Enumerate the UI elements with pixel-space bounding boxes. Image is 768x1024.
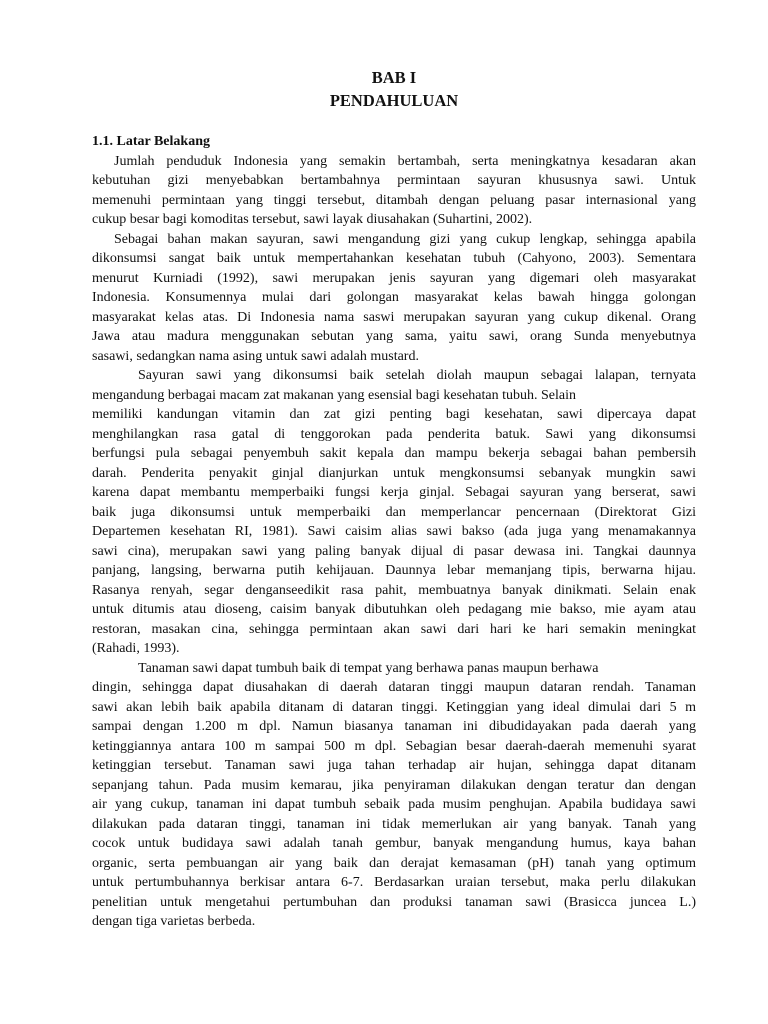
chapter-title: PENDAHULUAN: [329, 91, 459, 110]
text-line: kebutuhan gizi menyebabkan bertambahnya permintaan sayuran khususnya sawi. Untuk: [92, 173, 696, 188]
text-line: sepanjang tahun. Pada musim kemarau, jika penyiraman dilakukan dengan teratur dan dengan: [92, 777, 696, 793]
text-line: sawi akan lebih baik apabila ditanam di dataran tinggi. Ketinggian yang ideal dimulai dari 5 m: [92, 699, 696, 715]
text-line: Indonesia. Konsumennya mulai dari golongan masyarakat kelas bawah hingga golongan: [92, 290, 696, 305]
text-line: Rasanya renyah, segar denganseedikit rasa pahit, membuatnya banyak dinikmati. Selain enak: [92, 582, 696, 598]
text-line: cukup besar bagi komoditas tersebut, sawi layak diusahakan (Suhartini, 2002).: [92, 212, 533, 227]
chapter-header: [92, 66, 696, 112]
text-line: menghilangkan rasa gatal di tenggorokan pada penderita batuk. Sawi yang dikonsumsi: [92, 426, 696, 442]
text-line: karena dapat membantu memperbaiki fungsi kerja ginjal. Sebagai sayuran yang berserat, sawi: [92, 485, 696, 500]
text-line: sampai dengan 1.200 m dpl. Namun biasanya tanaman ini dibudidayakan pada daerah yang: [92, 719, 696, 734]
text-line: dingin, sehingga dapat diusahakan di daerah dataran tinggi maupun dataran rendah. Tanaman: [92, 680, 696, 695]
text-line: dilakukan pada dataran tinggi, tanaman ini tidak memerlukan air yang banyak. Tanah yang: [92, 816, 696, 832]
text-line: Jawa atau madura menggunakan sebutan yang sama, yaitu sawi, orang Sunda menyebutnya: [92, 329, 696, 344]
text-line: ketinggiannya antara 100 m sampai 500 m dpl. Sebagian besar daerah-daerah memenuhi syarat: [92, 738, 696, 754]
text-line: dikonsumsi sangat baik untuk mempertahankan kesehatan tubuh (Cahyono, 2003). Sementara: [92, 251, 696, 266]
text-line: sawi cina), merupakan sawi yang paling banyak dijual di pasar dewasa ini. Tangkai daunnya: [92, 543, 696, 559]
text-line: penelitian untuk mengetahui pertumbuhan dan produksi tanaman sawi (Brasicca juncea L.): [92, 894, 696, 910]
text-line: menurut Kurniadi (1992), sawi merupakan jenis sayuran yang digemari oleh masyarakat: [92, 270, 696, 286]
body-text: [92, 152, 696, 932]
document-page: [92, 66, 696, 932]
text-line: panjang, langsing, berwarna putih kehijauan. Daunnya lebar memanjang tipis, berwarna hijau.: [92, 563, 696, 578]
text-line: darah. Penderita penyakit ginjal dianjurkan untuk mengkonsumsi sebanyak mungkin sawi: [92, 465, 696, 481]
text-line: untuk ditumis atau dioseng, caisim banyak dibutuhkan oleh pedagang mie bakso, mie ayam atau: [92, 602, 696, 617]
text-line: Departemen kesehatan RI, 1981). Sawi caisim alias sawi bakso (ada juga yang menamakannya: [92, 524, 696, 539]
text-line: dengan tiga varietas berbeda.: [92, 914, 256, 929]
text-line: memenuhi permintaan yang tinggi tersebut, ditambah dengan peluang pasar internasional yang: [92, 192, 696, 208]
text-line: berfungsi pula sebagai penyembuh sakit kepala dan mampu bekerja sebagai bahan pembersih: [92, 446, 696, 461]
text-line: sasawi, sedangkan nama asing untuk sawi adalah mustard.: [92, 348, 419, 364]
text-line: Tanaman sawi dapat tumbuh baik di tempat yang berhawa panas maupun berhawa: [138, 660, 599, 676]
text-line: memiliki kandungan vitamin dan zat gizi penting bagi kesehatan, sawi dipercaya dapat: [92, 407, 696, 422]
text-line: cocok untuk budidaya sawi adalah tanah gembur, banyak mengandung humus, kaya bahan: [92, 836, 696, 851]
section-heading: 1.1. Latar Belakang: [92, 134, 210, 149]
text-line: Jumlah penduduk Indonesia yang semakin bertambah, serta meningkatnya kesadaran akan: [114, 153, 696, 169]
text-line: masyarakat kelas atas. Di Indonesia nama saswi merupakan sayuran yang cukup dikenal. Orang: [92, 309, 696, 325]
text-line: ketinggian tersebut. Tanaman sawi juga tahan terhadap air hujan, sehingga dapat ditanam: [92, 758, 696, 773]
text-line: (Rahadi, 1993).: [92, 641, 180, 656]
text-line: baik juga dikonsumsi untuk memperbaiki dan memperlancar pencernaan (Direktorat Gizi: [92, 504, 696, 520]
text-line: mengandung berbagai macam zat makanan yang esensial bagi kesehatan tubuh. Selain: [92, 387, 576, 403]
text-line: air yang cukup, tanaman ini dapat tumbuh sebaik pada musim penghujan. Apabila budidaya sawi: [92, 797, 696, 812]
text-line: organic, serta pembuangan air yang baik dan derajat kemasaman (pH) tanah yang optimum: [92, 855, 696, 871]
chapter-number: BAB I: [371, 68, 417, 87]
text-line: Sebagai bahan makan sayuran, sawi mengandung gizi yang cukup lengkap, sehingga apabila: [114, 231, 696, 247]
text-line: restoran, masakan cina, sehingga permintaan akan sawi dari hari ke hari semakin meningkat: [92, 621, 696, 637]
text-line: untuk pertumbuhannya berkisar antara 6-7. Berdasarkan uraian tersebut, maka perlu dilakukan: [92, 875, 696, 890]
text-line: Sayuran sawi yang dikonsumsi baik setelah diolah maupun sebagai lalapan, ternyata: [138, 368, 696, 383]
